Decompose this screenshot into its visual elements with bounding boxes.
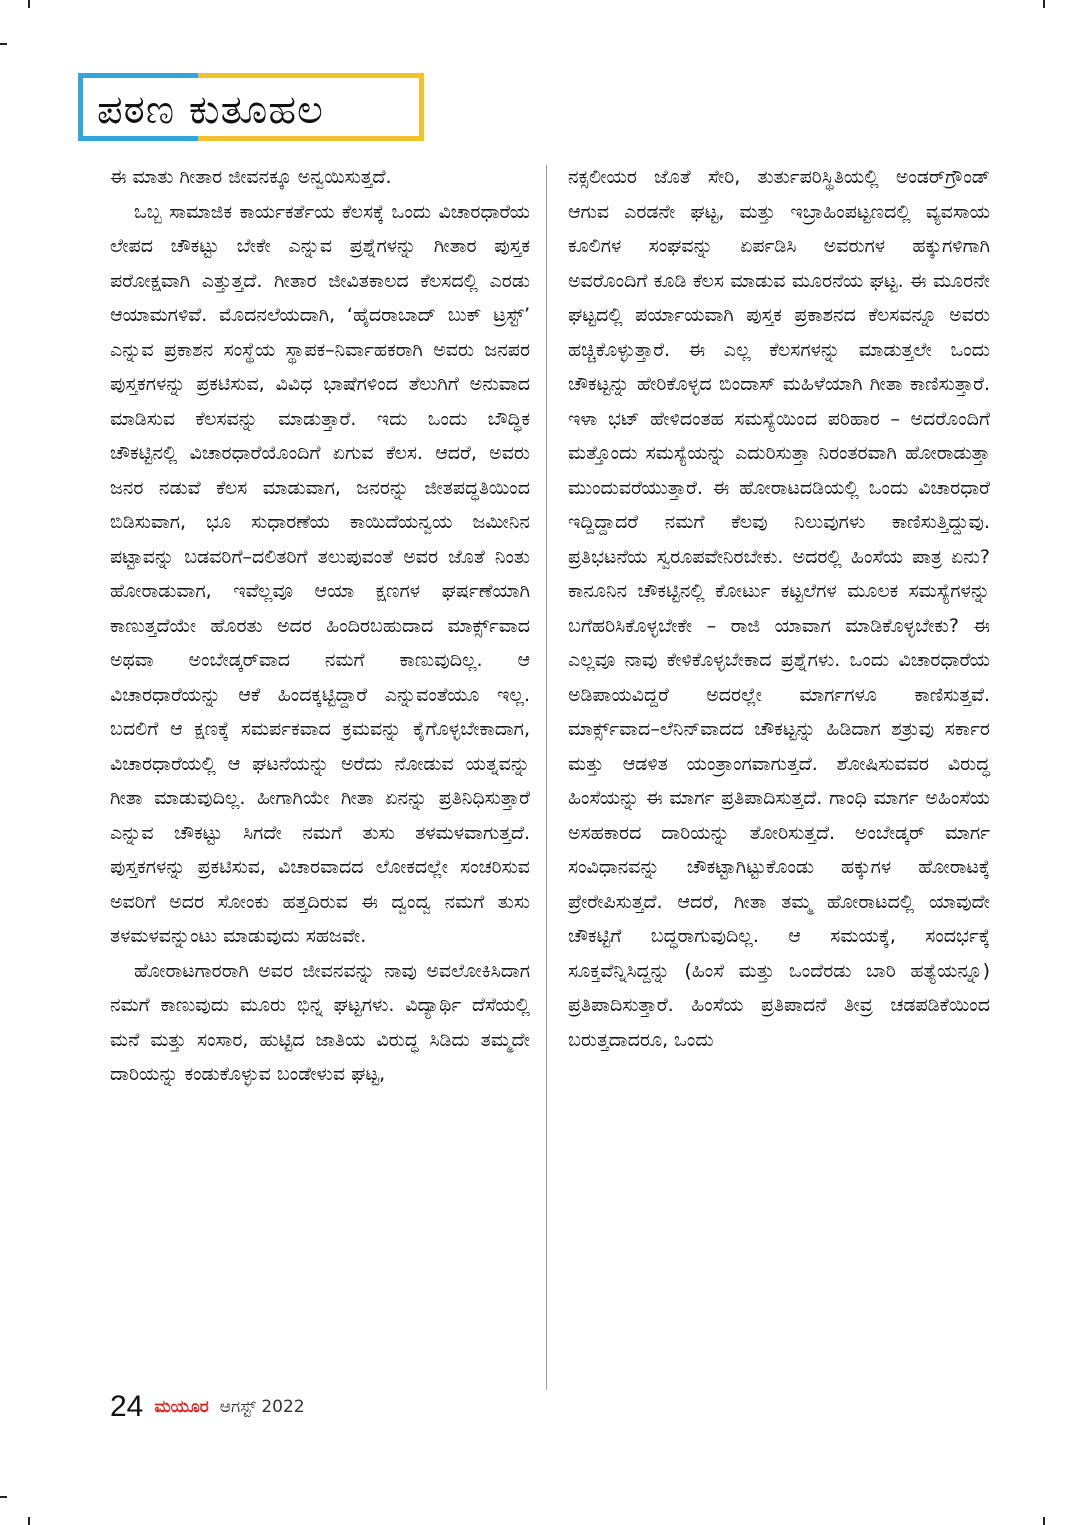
crop-mark-top-right xyxy=(1043,0,1045,8)
page-footer xyxy=(110,1390,305,1434)
issue-date: ಆಗಸ್ಟ್ 2022 xyxy=(219,1397,305,1417)
paragraph: ನಕ್ಸಲೀಯರ ಜೊತೆ ಸೇರಿ, ತುರ್ತುಪರಿಸ್ಥಿತಿಯಲ್ಲಿ ಅಂಡರ್‌ಗ್ರೌಂಡ್ ಆಗುವ ಎರಡನೇ ಘಟ್ಟ, ಮತ್ತು ಇಬ್ರಾಹಿಂಪಟ್ಟಣದಲ್ಲಿ ವ್ಯವಸಾಯ ಕೂಲಿಗಳ ಸಂಘವನ್ನು ಏರ್ಪಡಿಸಿ ಅವರುಗಳ ಹಕ್ಕುಗಳಿಗಾಗಿ ಅವರೊಂದಿಗೆ ಕೂಡಿ ಕೆಲಸ ಮಾಡುವ ಮೂರನೆಯ ಘಟ್ಟ. ಈ ಮೂರನೇ ಘಟ್ಟದಲ್ಲಿ ಪರ್ಯಾಯವಾಗಿ ಪುಸ್ತಕ ಪ್ರಕಾಶನದ ಕೆಲಸವನ್ನೂ ಅವರು ಹಚ್ಚಿಕೊಳ್ಳುತ್ತಾರೆ. ಈ ಎಲ್ಲ ಕೆಲಸಗಳನ್ನು ಮಾಡುತ್ತಲೇ ಒಂದು ಚೌಕಟ್ಟನ್ನು ಹೇರಿಕೊಳ್ಳದ ಬಿಂದಾಸ್ ಮಹಿಳೆಯಾಗಿ ಗೀತಾ ಕಾಣಿಸುತ್ತಾರೆ. ಇಳಾ ಭಟ್ ಹೇಳಿದಂತಹ ಸಮಸ್ಯೆಯಿಂದ ಪರಿಹಾರ – ಅದರೊಂದಿಗೆ ಮತ್ತೊಂದು ಸಮಸ್ಯೆಯನ್ನು ಎದುರಿಸುತ್ತಾ ನಿರಂತರವಾಗಿ ಹೋರಾಡುತ್ತಾ ಮುಂದುವರೆಯುತ್ತಾರೆ. ಈ ಹೋರಾಟದಡಿಯಲ್ಲಿ ಒಂದು ವಿಚಾರಧಾರೆ ಇದ್ದಿದ್ದಾದರೆ ನಮಗೆ ಕೆಲವು ನಿಲುವುಗಳು ಕಾಣಿಸುತ್ತಿದ್ದುವು. ಪ್ರತಿಭಟನೆಯ ಸ್ವರೂಪವೇನಿರಬೇಕು. ಅದರಲ್ಲಿ ಹಿಂಸೆಯ ಪಾತ್ರ ಏನು? ಕಾನೂನಿನ ಚೌಕಟ್ಟಿನಲ್ಲಿ ಕೋರ್ಟು ಕಟ್ಟಲೆಗಳ ಮೂಲಕ ಸಮಸ್ಯೆಗಳನ್ನು ಬಗೆಹರಿಸಿಕೊಳ್ಳಬೇಕೇ – ರಾಜಿ ಯಾವಾಗ ಮಾಡಿಕೊಳ್ಳಬೇಕು? ಈ ಎಲ್ಲವೂ ನಾವು ಕೇಳಿಕೊಳ್ಳಬೇಕಾದ ಪ್ರಶ್ನೆಗಳು. ಒಂದು ವಿಚಾರಧಾರೆಯ ಅಡಿಪಾಯವಿದ್ದರೆ ಅದರಲ್ಲೇ ಮಾರ್ಗಗಳೂ ಕಾಣಿಸುತ್ತವೆ. ಮಾರ್ಕ್ಸ್‌ವಾದ–ಲೆನಿನ್‌ವಾದದ ಚೌಕಟ್ಟನ್ನು ಹಿಡಿದಾಗ ಶತ್ರುವು ಸರ್ಕಾರ ಮತ್ತು ಆಡಳಿತ ಯಂತ್ರಾಂಗವಾಗುತ್ತದೆ. ಶೋಷಿಸುವವರ ವಿರುದ್ಧ ಹಿಂಸೆಯನ್ನು ಈ ಮಾರ್ಗ ಪ್ರತಿಪಾದಿಸುತ್ತದೆ. ಗಾಂಧಿ ಮಾರ್ಗ ಅಹಿಂಸೆಯ ಅಸಹಕಾರದ ದಾರಿಯನ್ನು ತೋರಿಸುತ್ತದೆ. ಅಂಬೇಡ್ಕರ್ ಮಾರ್ಗ ಸಂವಿಧಾನವನ್ನು ಚೌಕಟ್ಟಾಗಿಟ್ಟುಕೊಂಡು ಹಕ್ಕುಗಳ ಹೋರಾಟಕ್ಕೆ ಪ್ರೇರೇಪಿಸುತ್ತದೆ. ಆದರೆ, ಗೀತಾ ತಮ್ಮ ಹೋರಾಟದಲ್ಲಿ ಯಾವುದೇ ಚೌಕಟ್ಟಿಗೆ ಬದ್ಧರಾಗುವುದಿಲ್ಲ. ಆ ಸಮಯಕ್ಕೆ, ಸಂದರ್ಭಕ್ಕೆ ಸೂಕ್ತವೆನ್ನಿಸಿದ್ದನ್ನು (ಹಿಂಸೆ ಮತ್ತು ಒಂದೆರಡು ಬಾರಿ ಹತ್ಯೆಯನ್ನೂ) ಪ್ರತಿಪಾದಿಸುತ್ತಾರೆ. ಹಿಂಸೆಯ ಪ್ರತಿಪಾದನೆ ತೀವ್ರ ಚಡಪಡಿಕೆಯಿಂದ ಬರುತ್ತದಾದರೂ, ಒಂದು xyxy=(568,166,990,1051)
crop-mark-bottom-right xyxy=(1043,1517,1045,1525)
section-title: ಪಠಣ ಕುತೂಹಲ xyxy=(97,87,324,133)
paragraph: ಈ ಮಾತು ಗೀತಾರ ಜೀವನಕ್ಕೂ ಅನ್ವಯಿಸುತ್ತದೆ. xyxy=(110,166,392,188)
paragraph: ಹೋರಾಟಗಾರರಾಗಿ ಅವರ ಜೀವನವನ್ನು ನಾವು ಅವಲೋಕಿಸಿದಾಗ ನಮಗೆ ಕಾಣುವುದು ಮೂರು ಭಿನ್ನ ಘಟ್ಟಗಳು. ವಿದ್ಯಾರ್ಥಿ ದೆಸೆಯಲ್ಲಿ ಮನೆ ಮತ್ತು ಸಂಸಾರ, ಹುಟ್ಟಿದ ಜಾತಿಯ ವಿರುದ್ಧ ಸಿಡಿದು ತಮ್ಮದೇ ದಾರಿಯನ್ನು ಕಂಡುಕೊಳ್ಳುವ ಬಂಡೇಳುವ ಘಟ್ಟ, xyxy=(110,959,530,1085)
article-column-left xyxy=(110,160,530,1092)
paragraph: ಒಬ್ಬ ಸಾಮಾಜಿಕ ಕಾರ್ಯಕರ್ತೆಯ ಕೆಲಸಕ್ಕೆ ಒಂದು ವಿಚಾರಧಾರೆಯ ಲೇಪದ ಚೌಕಟ್ಟು ಬೇಕೇ ಎನ್ನುವ ಪ್ರಶ್ನೆಗಳನ್ನು ಗೀತಾರ ಪುಸ್ತಕ ಪರೋಕ್ಷವಾಗಿ ಎತ್ತುತ್ತದೆ. ಗೀತಾರ ಜೀವಿತಕಾಲದ ಕೆಲಸದಲ್ಲಿ ಎರಡು ಆಯಾಮಗಳಿವೆ. ಮೊದನಲೆಯದಾಗಿ, ‘ಹೈದರಾಬಾದ್ ಬುಕ್ ಟ್ರಸ್ಟ್’ ಎನ್ನುವ ಪ್ರಕಾಶನ ಸಂಸ್ಥೆಯ ಸ್ಥಾಪಕ–ನಿರ್ವಾಹಕರಾಗಿ ಅವರು ಜನಪರ ಪುಸ್ತಕಗಳನ್ನು ಪ್ರಕಟಿಸುವ, ವಿವಿಧ ಭಾಷೆಗಳಿಂದ ತೆಲುಗಿಗೆ ಅನುವಾದ ಮಾಡಿಸುವ ಕೆಲಸವನ್ನು ಮಾಡುತ್ತಾರೆ. ಇದು ಒಂದು ಬೌದ್ಧಿಕ ಚೌಕಟ್ಟಿನಲ್ಲಿ ವಿಚಾರಧಾರೆಯೊಂದಿಗೆ ಏಗುವ ಕೆಲಸ. ಆದರೆ, ಅವರು ಜನರ ನಡುವೆ ಕೆಲಸ ಮಾಡುವಾಗ, ಜನರನ್ನು ಜೀತಪದ್ಧತಿಯಿಂದ ಬಿಡಿಸುವಾಗ, ಭೂ ಸುಧಾರಣೆಯ ಕಾಯಿದೆಯನ್ವಯ ಜಮೀನಿನ ಪಟ್ಟಾವನ್ನು ಬಡವರಿಗೆ–ದಲಿತರಿಗೆ ತಲುಪುವಂತೆ ಅವರ ಜೊತೆ ನಿಂತು ಹೋರಾಡುವಾಗ, ಇವೆಲ್ಲವೂ ಆಯಾ ಕ್ಷಣಗಳ ಘರ್ಷಣೆಯಾಗಿ ಕಾಣುತ್ತದೆಯೇ ಹೊರತು ಅದರ ಹಿಂದಿರಬಹುದಾದ ಮಾರ್ಕ್ಸ್‌ವಾದ ಅಥವಾ ಅಂಬೇಡ್ಕರ್‌ವಾದ ನಮಗೆ ಕಾಣುವುದಿಲ್ಲ. ಆ ವಿಚಾರಧಾರೆಯನ್ನು ಆಕೆ ಹಿಂದಕ್ಕಟ್ಟಿದ್ದಾರೆ ಎನ್ನುವಂತೆಯೂ ಇಲ್ಲ. ಬದಲಿಗೆ ಆ ಕ್ಷಣಕ್ಕೆ ಸಮರ್ಪಕವಾದ ಕ್ರಮವನ್ನು ಕೈಗೊಳ್ಳಬೇಕಾದಾಗ, ವಿಚಾರಧಾರೆಯಲ್ಲಿ ಆ ಘಟನೆಯನ್ನು ಅರೆದು ನೋಡುವ ಯತ್ನವನ್ನು ಗೀತಾ ಮಾಡುವುದಿಲ್ಲ. ಹೀಗಾಗಿಯೇ ಗೀತಾ ಏನನ್ನು ಪ್ರತಿನಿಧಿಸುತ್ತಾರೆ ಎನ್ನುವ ಚೌಕಟ್ಟು ಸಿಗದೇ ನಮಗೆ ತುಸು ತಳಮಳವಾಗುತ್ತದೆ. ಪುಸ್ತಕಗಳನ್ನು ಪ್ರಕಟಿಸುವ, ವಿಚಾರವಾದದ ಲೋಕದಲ್ಲೇ ಸಂಚರಿಸುವ ಅವರಿಗೆ ಅದರ ಸೋಂಕು ಹತ್ತದಿರುವ ಈ ದ್ವಂದ್ವ ನಮಗೆ ತುಸು ತಳಮಳವನ್ನುಂಟು ಮಾಡುವುದು ಸಹಜವೇ. xyxy=(110,200,530,947)
article-column-right xyxy=(568,160,990,1057)
crop-mark-bottom-left xyxy=(28,1517,30,1525)
header-accent-top xyxy=(78,73,198,78)
column-divider xyxy=(546,165,547,1390)
section-header xyxy=(78,73,424,141)
crop-mark-left-bottom xyxy=(0,1496,7,1498)
magazine-logo: ಮಯೂರ xyxy=(154,1397,209,1417)
crop-mark-left-top xyxy=(0,43,7,45)
crop-mark-top-left xyxy=(28,0,30,8)
page-number: 24 xyxy=(110,1390,144,1423)
